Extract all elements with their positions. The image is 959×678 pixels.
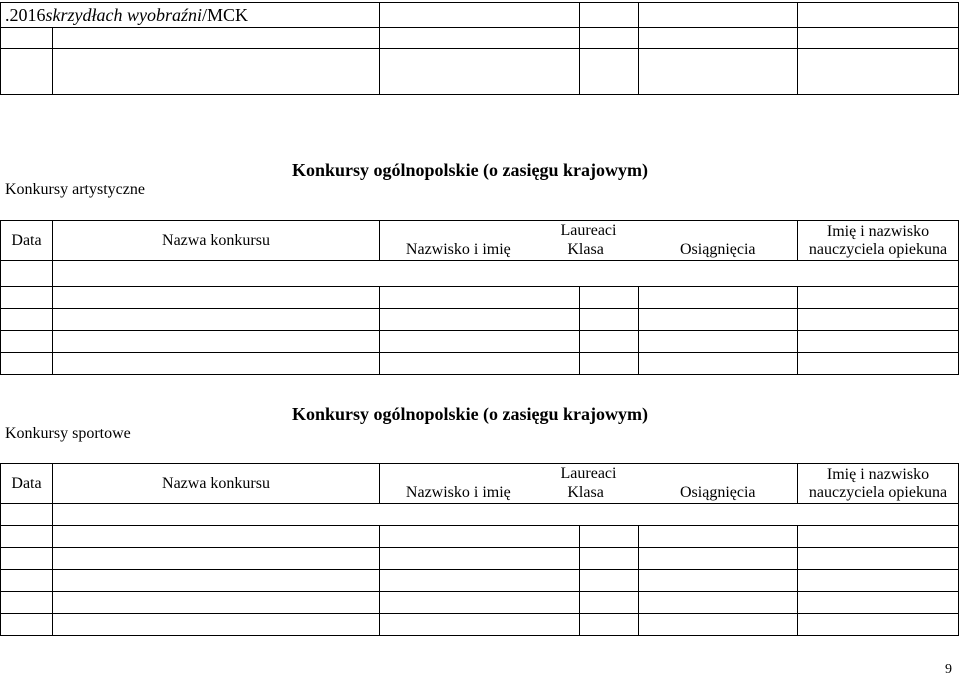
table-row: [1, 309, 959, 331]
artistic-competitions-table: [0, 220, 959, 375]
table-row: [1, 504, 959, 526]
table-row: [1, 353, 959, 375]
header-laureaci: Laureaci: [380, 221, 798, 241]
header-laureaci-subrow-left: [380, 241, 639, 261]
header-klasa: Klasa: [567, 484, 604, 502]
header-osiagniecia: Osiągnięcia: [639, 241, 798, 261]
table-row: [1, 28, 959, 49]
table-row: [1, 592, 959, 614]
previous-section-title: .2016skrzydłach wyobraźni/MCK: [1, 3, 380, 28]
table-row: [1, 526, 959, 548]
section-label-artistic: Konkursy artystyczne: [5, 181, 145, 198]
table-row: [1, 548, 959, 570]
header-klasa: Klasa: [567, 241, 604, 259]
table-cell: [380, 3, 580, 28]
header-teacher: Imię i nazwisko nauczyciela opiekuna: [798, 464, 959, 504]
table-row: [1, 570, 959, 592]
header-data: Data: [1, 221, 53, 261]
header-nazwisko-i-imie: Nazwisko i imię: [405, 484, 511, 502]
header-teacher: Imię i nazwisko nauczyciela opiekuna: [798, 221, 959, 261]
previous-section-table: [0, 2, 959, 95]
table-cell: [639, 3, 798, 28]
table-row: [1, 287, 959, 309]
header-data: Data: [1, 464, 53, 504]
section-label-sports: Konkursy sportowe: [5, 425, 131, 442]
header-laureaci: Laureaci: [380, 464, 798, 484]
section-heading-artistic: Konkursy ogólnopolskie (o zasięgu krajowym): [292, 160, 649, 180]
table-row: [1, 614, 959, 636]
table-cell: [580, 3, 639, 28]
table-row: [1, 261, 959, 287]
header-laureaci-subrow-left: [380, 484, 639, 504]
header-nazwa-konkursu: Nazwa konkursu: [53, 221, 380, 261]
header-nazwisko-i-imie: Nazwisko i imię: [405, 241, 511, 259]
table-cell: [798, 3, 959, 28]
header-osiagniecia: Osiągnięcia: [639, 484, 798, 504]
table-row: [1, 49, 959, 95]
sports-competitions-table: [0, 463, 959, 636]
table-row: [1, 331, 959, 353]
section-heading-sports: Konkursy ogólnopolskie (o zasięgu krajowym): [292, 404, 649, 424]
header-nazwa-konkursu: Nazwa konkursu: [53, 464, 380, 504]
page-number: 9: [945, 662, 952, 677]
